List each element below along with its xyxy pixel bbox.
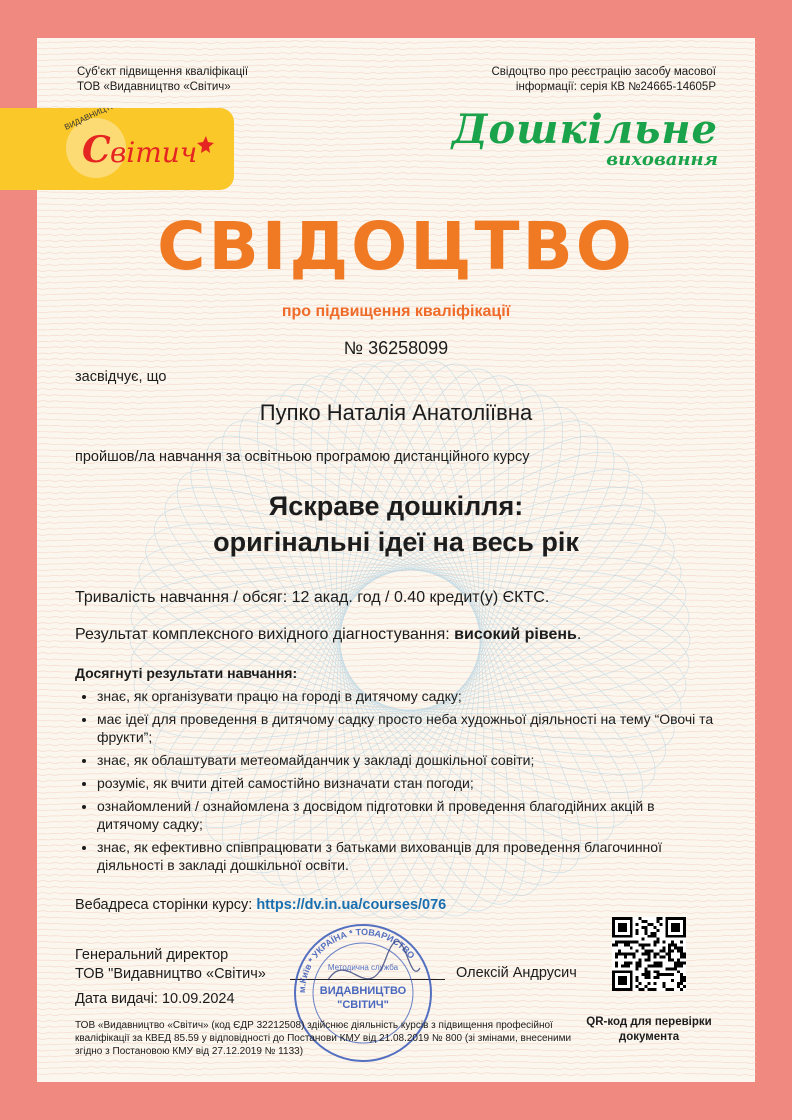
issuer-line-1: Суб'єкт підвищення кваліфікації — [77, 66, 249, 78]
role-line-2: ТОВ "Видавництво «Світич» — [75, 966, 266, 982]
course-url-link[interactable]: https://dv.in.ua/courses/076 — [256, 897, 447, 913]
course-web-address — [75, 897, 446, 913]
qr-caption-line-1: QR-код для перевірки — [586, 1016, 712, 1028]
recipient-name: Пупко Наталія Анатоліївна — [259, 400, 533, 425]
brand-line-1: Дошкільне — [451, 106, 718, 153]
registration-line-1: Свідоцтво про реєстрацію засобу масової — [491, 66, 716, 78]
duration-text: Тривалість навчання / обсяг: 12 акад. год / 0.40 кредит(у) ЄКТС. — [75, 589, 550, 606]
signatory-role — [75, 946, 266, 984]
outcome-item: • знає, як організувати працю на городі в дитячому садку; — [97, 687, 715, 705]
certificate-number: № 36258099 — [343, 338, 449, 358]
svg-text:м.Київ * УКРАЇНА * ТОВАРИСТВО — [297, 927, 417, 993]
issue-date — [75, 991, 235, 1007]
outcome-item: • розуміє, як вчити дітей самостійно визначати стан погоди; — [97, 774, 715, 792]
signer-name: Олексій Андрусич — [456, 965, 577, 981]
outcomes-heading: Досягнуті результати навчання: — [75, 665, 298, 681]
outcome-item: • ознайомлений / ознайомлена з досвідом підготовки й проведення благодійних акцій в дитячому садку; — [97, 797, 715, 833]
outcome-item: • має ідеї для проведення в дитячому садку просто неба художньої діяльності на тему “Овочі та фрукти”; — [97, 710, 715, 746]
brand-line-2: виховання — [606, 149, 718, 170]
stamp-inner-ring: Методична служба — [327, 963, 399, 972]
qr-code[interactable] — [612, 917, 686, 991]
completed-text: пройшов/ла навчання за освітньою програмою дистанційного курсу — [75, 449, 530, 465]
date-value: 10.09.2024 — [161, 991, 235, 1007]
stamp-ring-text: м.Київ * УКРАЇНА * ТОВАРИСТВО — [296, 926, 417, 994]
logo-name: вітич — [110, 136, 198, 169]
web-label: Вебадреса сторінки курсу: — [75, 897, 257, 913]
outcome-item: • знає, як ефективно співпрацювати з батьками вихованців для проведення благочинної діяльності в закладі дошкільної освіти. — [97, 838, 715, 874]
result-suffix: . — [576, 626, 582, 643]
qr-caption-line-2: документа — [618, 1031, 680, 1043]
course-title-line-2: оригінальні ідеї на весь рік — [213, 527, 579, 557]
stamp-center-2: "СВІТИЧ" — [337, 999, 389, 1011]
course-title-line-1: Яскраве дошкілля: — [268, 491, 524, 521]
date-label: Дата видачі: — [75, 991, 162, 1007]
issuer-line-2: ТОВ «Видавництво «Світич» — [77, 81, 231, 93]
learning-outcomes — [75, 665, 715, 879]
qr-caption — [578, 1015, 720, 1045]
certificate-title: СВІДОЦТВО — [157, 208, 635, 285]
svitych-logo — [0, 108, 234, 190]
issuer-header — [77, 65, 248, 95]
legal-footer: ТОВ «Видавництво «Світич» (код ЄДР 32212508) здійснює діяльність курсів з підвищення професійної кваліфікації за КВЕД 85.59 у відповідності до Постанови КМУ від 21.08.2019 № 800 (зі змінами, внесеними згідно з Постановою КМУ від 27.12.2019 № 1133) — [75, 1020, 572, 1057]
result-prefix: Результат комплексного вихідного діагностування: — [75, 626, 455, 643]
registration-header — [491, 65, 716, 95]
stamp-center-1: ВИДАВНИЦТВО — [319, 985, 407, 997]
outcomes-list — [75, 687, 715, 874]
result-text — [75, 626, 581, 644]
magazine-logo — [451, 106, 718, 170]
certificate-subtitle: про підвищення кваліфікації — [281, 303, 511, 320]
svg-text:ВИДАВНИЦТВО: ВИДАВНИЦТВО — [63, 108, 122, 132]
role-line-1: Генеральний директор — [75, 947, 229, 963]
svg-text:С: С — [82, 129, 111, 171]
course-title — [0, 488, 792, 560]
registration-line-2: інформації: серія КВ №24665-14605Р — [515, 81, 716, 93]
result-value: високий рівень — [454, 626, 577, 643]
certifies-text: засвідчує, що — [75, 369, 167, 385]
outcome-item: • знає, як облаштувати метеомайданчик у закладі дошкільної совіти; — [97, 751, 715, 769]
